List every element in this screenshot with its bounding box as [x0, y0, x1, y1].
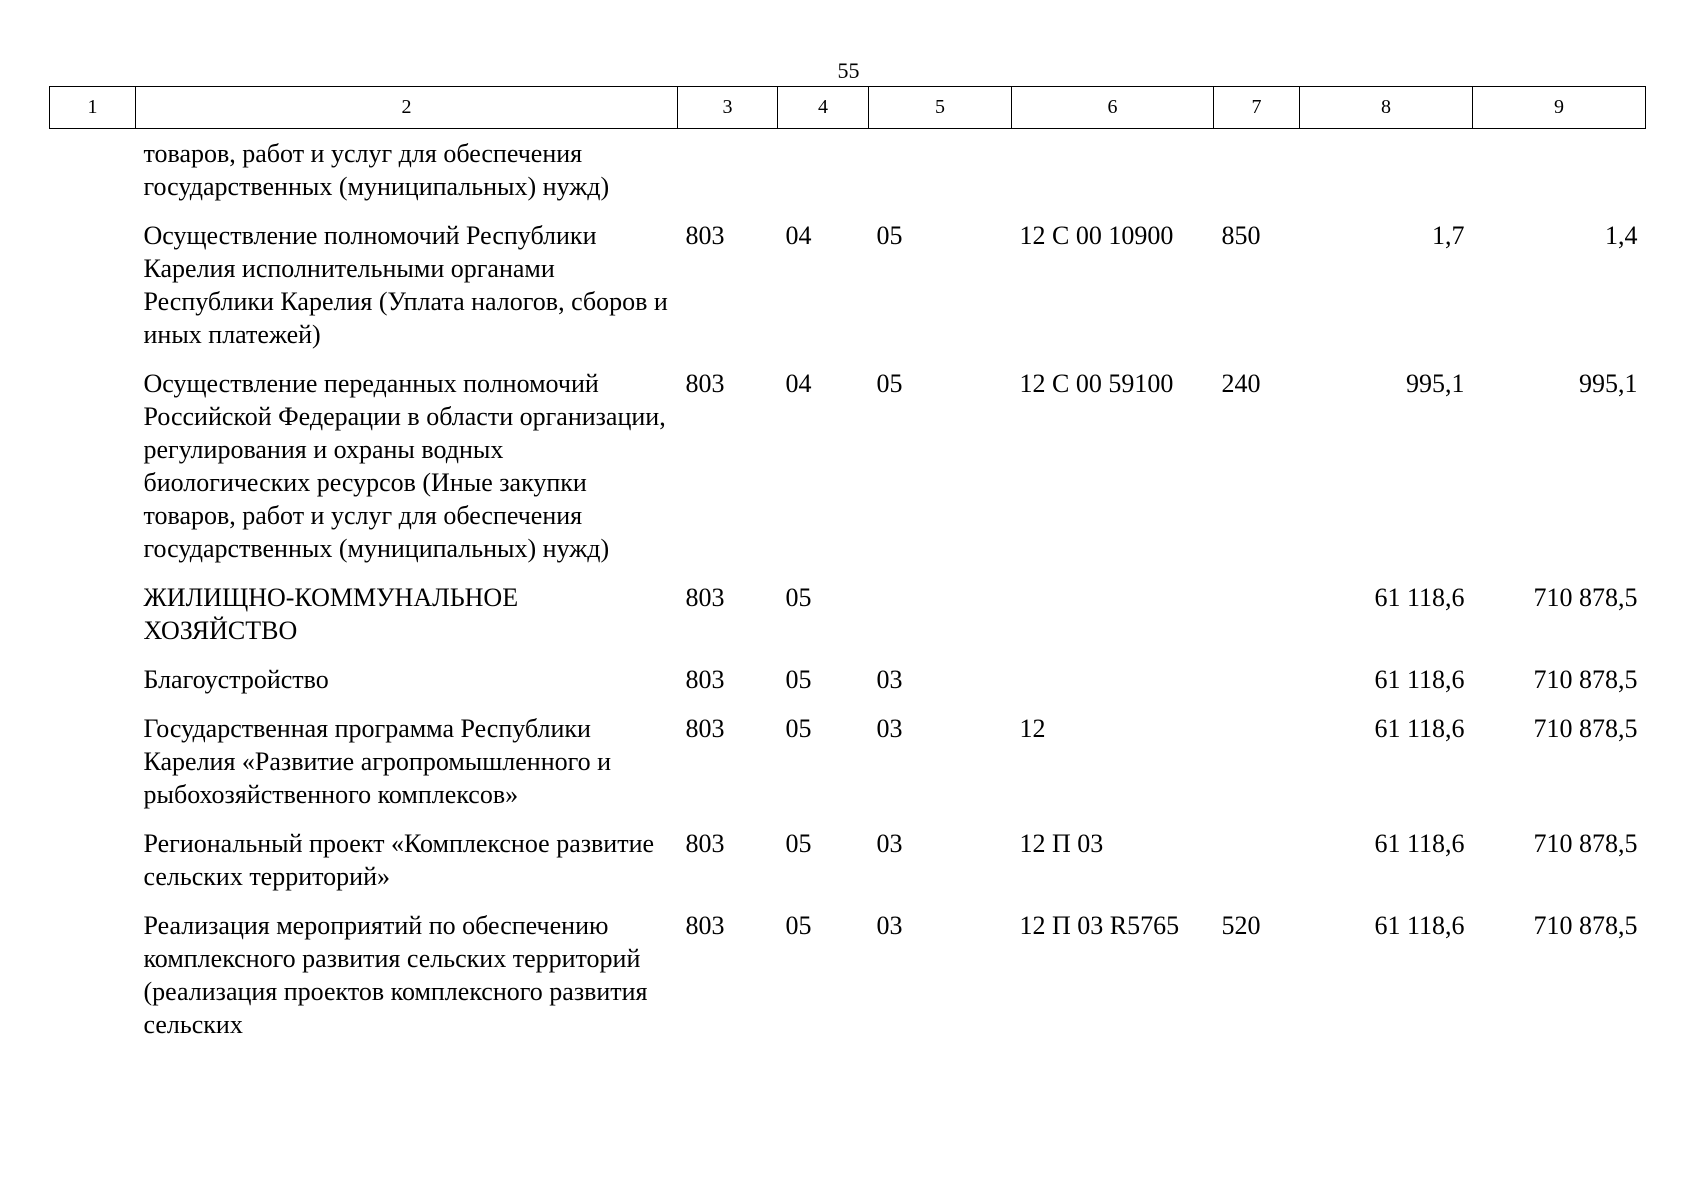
column-header-3: 3 [678, 87, 778, 129]
cell-col-1 [50, 909, 136, 1057]
cell-amount-year-2 [1473, 129, 1646, 220]
cell-description: Государственная программа Республики Карелия «Развитие агропромышленного и рыбохозяйственного комплексов» [143, 714, 612, 809]
cell-target-article [1012, 129, 1214, 220]
table-row [50, 663, 1646, 712]
table-body [50, 129, 1646, 1058]
table-row [50, 129, 1646, 220]
cell-target-article [1012, 663, 1214, 712]
cell-section-code: 05 [785, 911, 812, 940]
cell-ministry-code: 803 [685, 829, 725, 858]
cell-description: Осуществление полномочий Республики Карелия исполнительными органами Республики Карелия (Уплата налогов, сборов и иных платежей) [143, 221, 668, 349]
cell-amount-year-1: 61 118,6 [1374, 665, 1465, 694]
cell-amount-year-2: 710 878,5 [1533, 829, 1638, 858]
cell-subsection-code: 03 [876, 714, 903, 743]
cell-ministry-code [678, 129, 778, 220]
cell-ministry-code: 803 [685, 665, 725, 694]
cell-expense-type [1214, 827, 1300, 909]
column-header-5: 5 [869, 87, 1012, 129]
column-header-8: 8 [1300, 87, 1473, 129]
cell-amount-year-1: 995,1 [1406, 369, 1465, 398]
column-header-7: 7 [1214, 87, 1300, 129]
cell-amount-year-1: 61 118,6 [1374, 714, 1465, 743]
cell-amount-year-1: 61 118,6 [1374, 583, 1465, 612]
cell-description: Региональный проект «Комплексное развитие сельских территорий» [143, 829, 655, 891]
cell-expense-type: 850 [1221, 221, 1261, 250]
cell-subsection-code: 03 [876, 665, 903, 694]
cell-expense-type: 520 [1221, 911, 1261, 940]
cell-ministry-code: 803 [685, 714, 725, 743]
budget-table [49, 86, 1646, 1057]
table-row [50, 367, 1646, 581]
cell-subsection-code: 03 [876, 911, 903, 940]
page-number: 55 [837, 58, 860, 83]
cell-col-1 [50, 581, 136, 663]
table-row [50, 581, 1646, 663]
cell-expense-type [1214, 129, 1300, 220]
column-header-6: 6 [1012, 87, 1214, 129]
table-header [50, 87, 1646, 129]
cell-subsection-code: 05 [876, 369, 903, 398]
cell-amount-year-2: 710 878,5 [1533, 583, 1638, 612]
budget-table-container [49, 86, 1645, 1057]
cell-target-article: 12 П 03 R5765 [1019, 911, 1180, 940]
cell-target-article: 12 С 00 59100 [1019, 369, 1174, 398]
cell-amount-year-1: 1,7 [1432, 221, 1465, 250]
column-header-9: 9 [1473, 87, 1646, 129]
cell-expense-type [1214, 712, 1300, 827]
cell-col-1 [50, 129, 136, 220]
cell-col-1 [50, 367, 136, 581]
column-header-1: 1 [50, 87, 136, 129]
column-header-4: 4 [778, 87, 869, 129]
cell-subsection-code [869, 581, 1012, 663]
cell-target-article: 12 [1019, 714, 1046, 743]
cell-subsection-code [869, 129, 1012, 220]
cell-target-article: 12 П 03 [1019, 829, 1104, 858]
cell-amount-year-1: 61 118,6 [1374, 829, 1465, 858]
cell-amount-year-2: 710 878,5 [1533, 911, 1638, 940]
cell-subsection-code: 05 [876, 221, 903, 250]
cell-expense-type: 240 [1221, 369, 1261, 398]
cell-section-code: 05 [785, 829, 812, 858]
cell-section-code: 05 [785, 665, 812, 694]
cell-subsection-code: 03 [876, 829, 903, 858]
cell-description: Реализация мероприятий по обеспечению комплексного развития сельских территорий (реализация проектов комплексного развития сельских [143, 911, 648, 1039]
cell-description: товаров, работ и услуг для обеспечения государственных (муниципальных) нужд) [143, 139, 610, 201]
cell-ministry-code: 803 [685, 369, 725, 398]
cell-amount-year-1 [1300, 129, 1473, 220]
cell-ministry-code: 803 [685, 221, 725, 250]
cell-amount-year-2: 1,4 [1605, 221, 1638, 250]
cell-amount-year-1: 61 118,6 [1374, 911, 1465, 940]
cell-amount-year-2: 710 878,5 [1533, 665, 1638, 694]
cell-col-1 [50, 827, 136, 909]
cell-description: ЖИЛИЩНО-КОММУНАЛЬНОЕ ХОЗЯЙСТВО [143, 583, 519, 645]
cell-ministry-code: 803 [685, 583, 725, 612]
cell-section-code: 05 [785, 583, 812, 612]
cell-section-code: 05 [785, 714, 812, 743]
cell-section-code: 04 [785, 369, 812, 398]
cell-expense-type [1214, 663, 1300, 712]
cell-amount-year-2: 710 878,5 [1533, 714, 1638, 743]
cell-description: Благоустройство [143, 665, 329, 694]
table-row [50, 827, 1646, 909]
table-row [50, 219, 1646, 367]
cell-section-code: 04 [785, 221, 812, 250]
table-row [50, 909, 1646, 1057]
cell-ministry-code: 803 [685, 911, 725, 940]
cell-section-code [778, 129, 869, 220]
cell-col-1 [50, 663, 136, 712]
cell-amount-year-2: 995,1 [1579, 369, 1638, 398]
cell-col-1 [50, 712, 136, 827]
cell-target-article: 12 С 00 10900 [1019, 221, 1174, 250]
cell-expense-type [1214, 581, 1300, 663]
column-header-2: 2 [136, 87, 678, 129]
cell-target-article [1012, 581, 1214, 663]
cell-col-1 [50, 219, 136, 367]
cell-description: Осуществление переданных полномочий Российской Федерации в области организации, регулирования и охраны водных биологических ресурсов (Иные закупки товаров, работ и услуг для обеспечения государственных (муниципальных) нужд) [143, 369, 666, 563]
header-row [50, 87, 1646, 129]
table-row [50, 712, 1646, 827]
